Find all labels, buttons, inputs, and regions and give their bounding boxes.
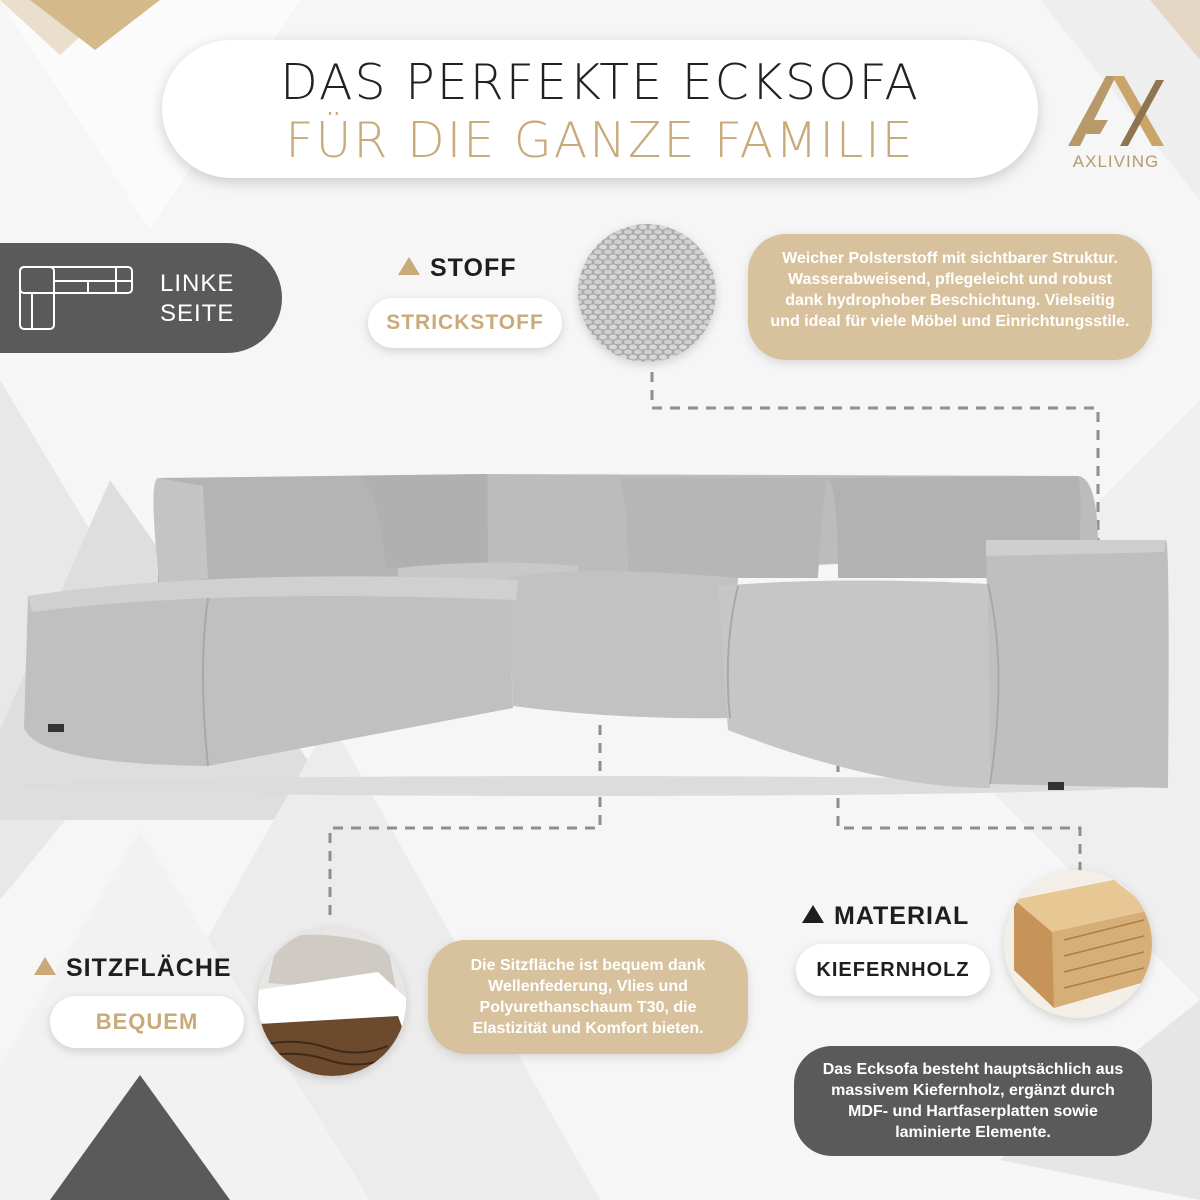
stoff-description: Weicher Polsterstoff mit sichtbarer Struktur. Wasserabweisend, pflegeleicht und robust dank hydrophober Beschichtung. Vielseitig und ideal für viele Möbel und Einrichtungsstile. [748, 234, 1152, 360]
orientation-badge [0, 243, 282, 353]
headline-line-2: FÜR DIE GANZE FAMILIE [285, 112, 915, 169]
fabric-texture-icon [578, 224, 716, 362]
sitzflaeche-description: Die Sitzfläche ist bequem dank Wellenfederung, Vlies und Polyurethanschaum T30, die Elastizität und Komfort bieten. [428, 940, 748, 1054]
orientation-line-1: LINKE [160, 270, 235, 297]
brand-name: AXLIVING [1072, 152, 1160, 171]
ax-monogram-icon [1060, 68, 1172, 150]
triangle-bullet-icon [34, 957, 56, 975]
orientation-line-2: SEITE [160, 300, 235, 327]
sitzflaeche-heading: SITZFLÄCHE [34, 954, 232, 983]
seat-layers-icon [258, 928, 406, 1076]
stoff-value-tag: STRICKSTOFF [368, 298, 562, 348]
material-description: Das Ecksofa besteht hauptsächlich aus massivem Kiefernholz, ergänzt durch MDF- und Hartfaserplatten sowie laminierte Elemente. [794, 1046, 1152, 1156]
material-heading: MATERIAL [802, 902, 969, 931]
stoff-heading: STOFF [398, 254, 516, 283]
headline-banner [162, 40, 1038, 178]
pine-wood-block-icon [1004, 870, 1152, 1018]
grey-corner-sofa-icon [18, 468, 1178, 798]
corner-sofa-outline-icon [16, 263, 136, 333]
triangle-bullet-icon [802, 905, 824, 923]
headline-line-1: DAS PERFEKTE ECKSOFA [280, 54, 920, 111]
sitzflaeche-value-tag: BEQUEM [50, 996, 244, 1048]
brand-logo [1060, 68, 1172, 178]
orientation-label [160, 269, 234, 329]
material-value-tag: KIEFERNHOLZ [796, 944, 990, 996]
triangle-bullet-icon [398, 257, 420, 275]
